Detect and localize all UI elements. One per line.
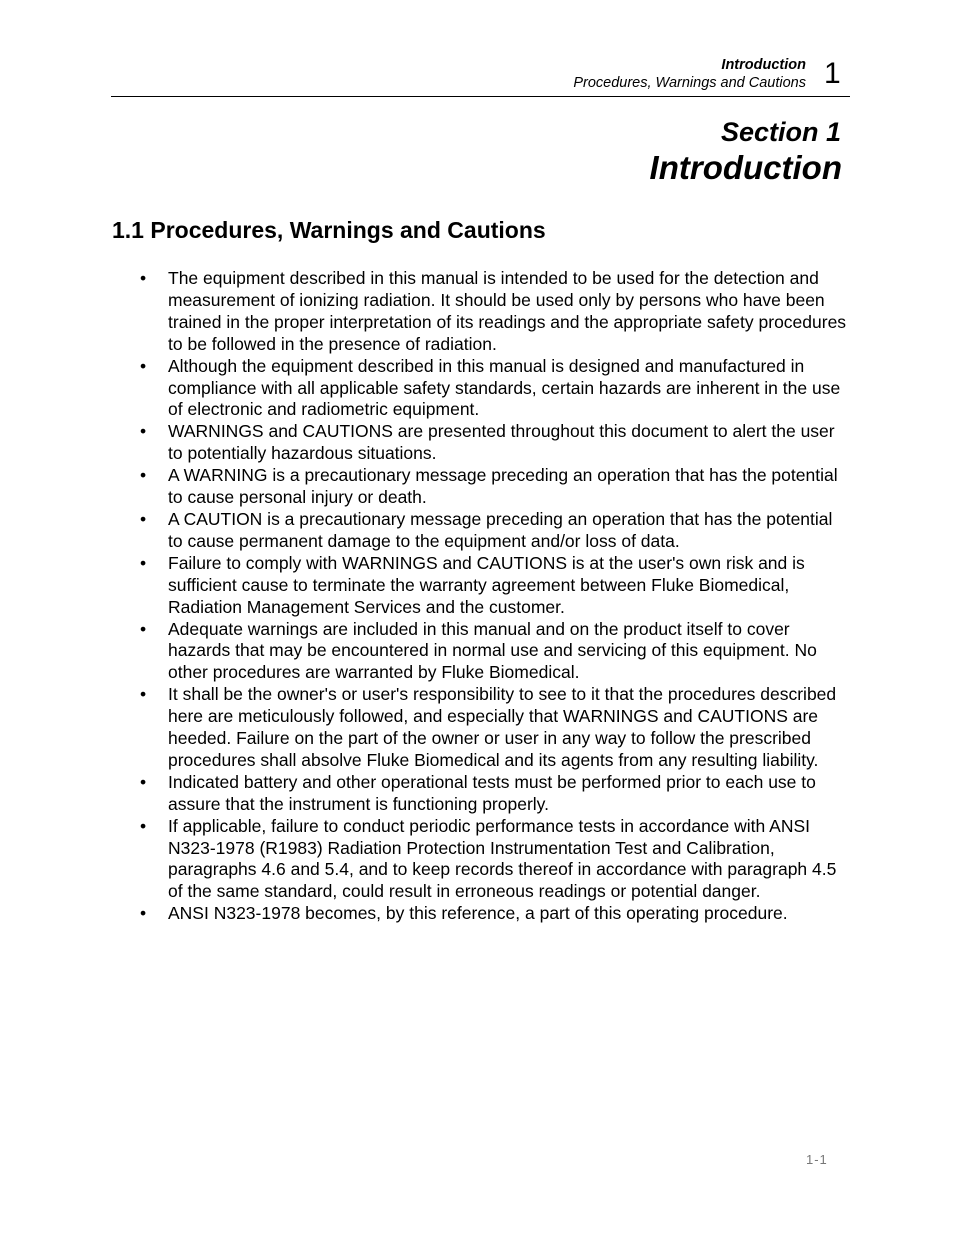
- list-item-text: Although the equipment described in this manual is designed and manufactured in compliance with all applicable safety standards, certain hazards are inherent in the use of electronic and radiometric equipment.: [168, 355, 841, 420]
- list-item-text: ANSI N323-1978 becomes, by this reference, a part of this operating procedure.: [168, 903, 788, 924]
- bullet-icon: •: [140, 684, 147, 705]
- list-item-text: WARNINGS and CAUTIONS are presented throughout this document to alert the user to potentially hazardous situations.: [168, 421, 835, 464]
- section-title: Introduction: [649, 149, 842, 186]
- list-item: [137, 356, 849, 422]
- header-rule: [111, 96, 850, 97]
- list-item-text: Failure to comply with WARNINGS and CAUTIONS is at the user's own risk and is sufficient cause to terminate the warranty agreement between Fluke Biomedical, Radiation Management Services and the customer.: [168, 552, 805, 617]
- list-item: [137, 684, 849, 772]
- bullet-icon: •: [140, 355, 147, 376]
- bullet-icon: •: [140, 508, 147, 529]
- list-item-text: A WARNING is a precautionary message preceding an operation that has the potential to cause personal injury or death.: [168, 465, 838, 508]
- list-item: [137, 903, 849, 925]
- list-item: [137, 268, 849, 356]
- running-header: [573, 56, 806, 92]
- list-item-text: Adequate warnings are included in this manual and on the product itself to cover hazards that may be encountered in normal use and servicing of this equipment. No other procedures are warranted by Fluke Biomedical.: [168, 618, 817, 683]
- bullet-icon: •: [140, 552, 147, 573]
- list-item: [137, 553, 849, 619]
- bullet-icon: •: [140, 268, 147, 288]
- list-item-text: A CAUTION is a precautionary message preceding an operation that has the potential to cause permanent damage to the equipment and/or loss of data.: [168, 508, 833, 551]
- list-item-text: It shall be the owner's or user's responsibility to see to it that the procedures described here are meticulously followed, and especially that WARNINGS and CAUTIONS are heeded. Failure on the part of the owner or user in any way to follow the prescribed procedures shall absolve Fluke Biomedical and its agents from any resulting liability.: [168, 684, 837, 770]
- list-item-text: Indicated battery and other operational tests must be performed prior to each use to assure that the instrument is functioning properly.: [168, 771, 816, 814]
- bullet-icon: •: [140, 771, 147, 792]
- list-item: [137, 465, 849, 509]
- list-item-text: The equipment described in this manual is intended to be used for the detection and measurement of ionizing radiation. It should be used only by persons who have been trained in the proper interpretation of its readings and the appropriate safety procedures to be followed in the presence of radiation.: [168, 268, 847, 354]
- chapter-number: 1: [824, 57, 841, 90]
- bullet-list: [137, 268, 849, 925]
- list-item: [137, 509, 849, 553]
- bullet-icon: •: [140, 465, 147, 486]
- list-item: [137, 816, 849, 904]
- running-header-chapter-title: Introduction: [721, 57, 806, 73]
- running-header-section-title: Procedures, Warnings and Cautions: [573, 75, 806, 91]
- list-item: [137, 619, 849, 685]
- list-item: [137, 421, 849, 465]
- bullet-icon: •: [140, 903, 147, 924]
- list-item-text: If applicable, failure to conduct periodic performance tests in accordance with ANSI N323-1978 (R1983) Radiation Protection Instrumentation Test and Calibration, paragraphs 4.6 and 5.4, and to keep records thereof in accordance with paragraph 4.5 of the same standard, could result in erroneous readings or potential danger.: [168, 815, 837, 902]
- bullet-icon: •: [140, 618, 147, 639]
- section-label: Section 1: [720, 117, 841, 147]
- bullet-icon: •: [140, 421, 147, 442]
- bullet-icon: •: [140, 815, 147, 836]
- subsection-heading: 1.1 Procedures, Warnings and Cautions: [112, 217, 546, 243]
- page-number: 1-1: [806, 1152, 828, 1167]
- list-item: [137, 772, 849, 816]
